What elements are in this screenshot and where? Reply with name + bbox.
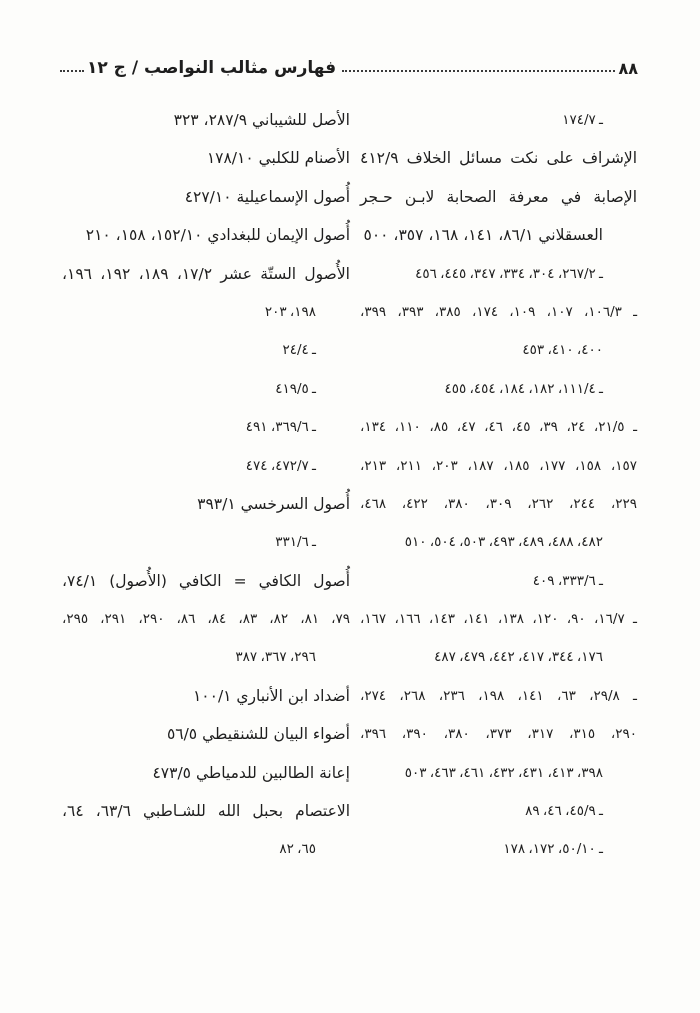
index-line: ـ ١٠٦/٣، ١٠٧، ١٠٩، ١٧٤، ٣٨٥، ٣٩٣، ٣٩٩،: [360, 303, 638, 320]
index-line: ٢٩٠، ٣١٥، ٣١٧، ٣٧٣، ٣٨٠، ٣٩٠، ٣٩٦،: [360, 726, 637, 743]
index-line: ٢٢٩، ٢٤٤، ٢٦٢، ٣٠٩، ٣٨٠، ٤٢٢، ٤٦٨،: [360, 495, 637, 512]
index-line: ـ ٣٦٩/٦، ٤٩١: [245, 419, 316, 436]
index-line: ـ ١٦/٧، ٩٠، ١٢٠، ١٣٨، ١٤١، ١٤٣، ١٦٦، ١٦٧،: [360, 611, 637, 628]
index-line: ـ ٢٤/٤: [282, 342, 316, 359]
index-line: الأصنام للكلبي ١٧٨/١٠: [206, 149, 350, 168]
index-line: الإصابة في معرفة الصحابة لابـن حـجر: [360, 187, 637, 206]
index-line: ـ ١٧٤/٧: [562, 112, 603, 128]
index-line: ـ ٣٣٣/٦، ٤٠٩: [532, 572, 603, 589]
index-line: أُصول السرخسي ٣٩٣/١: [197, 494, 350, 513]
index-column-left: [62, 101, 350, 869]
index-line: أُصول الإسماعيلية ٤٢٧/١٠: [184, 187, 350, 206]
index-line: ـ ٥٠/١٠، ١٧٢، ١٧٨: [503, 841, 603, 858]
index-line: الأصل للشيباني ٢٨٧/٩، ٣٢٣: [173, 111, 350, 129]
index-line: ٣٩٨، ٤١٣، ٤٣١، ٤٣٢، ٤٦١، ٤٦٣، ٥٠٣: [404, 764, 603, 781]
index-line: ـ ٤٧٢/٧، ٤٧٤: [245, 457, 316, 474]
index-line: ١٩٨، ٢٠٣: [264, 303, 316, 320]
index-line: ١٧٦، ٣٤٤، ٤١٧، ٤٤٢، ٤٧٩، ٤٨٧: [434, 649, 603, 666]
index-line: العسقلاني ٨٦/١، ١٤١، ١٦٨، ٣٥٧، ٥٠٠: [363, 226, 603, 245]
index-line: الاعتصام بحبل الله للشـاطبي ٦٣/٦، ٦٤،: [62, 802, 350, 821]
index-line: ـ ١١١/٤، ١٨٢، ١٨٤، ٤٥٤، ٤٥٥: [444, 380, 603, 397]
index-line: ـ ٢١/٥، ٢٤، ٣٩، ٤٥، ٤٦، ٤٧، ٨٥، ١١٠، ١٣٤،: [360, 419, 638, 436]
dotted-leader-left: [60, 70, 84, 72]
page-header: [60, 48, 638, 78]
index-line: الإشراف على نكت مسائل الخلاف ٤١٢/٩: [360, 149, 637, 168]
index-line: ـ ٤٥/٩، ٤٦، ٨٩: [525, 803, 603, 820]
index-column-right: [360, 101, 637, 869]
index-line: ـ ٤١٩/٥: [275, 380, 316, 397]
index-columns: [62, 101, 637, 869]
index-line: ٤٨٢، ٤٨٨، ٤٨٩، ٤٩٣، ٥٠٣، ٥٠٤، ٥١٠: [404, 534, 603, 551]
index-line: أُصول الكافي = الكافي (الأُصول) ٧٤/١،: [62, 571, 350, 590]
index-line: ـ ٢٩/٨، ٦٣، ١٤١، ١٩٨، ٢٣٦، ٢٦٨، ٢٧٤،: [360, 687, 637, 704]
index-line: ـ ٢٦٧/٢، ٣٠٤، ٣٣٤، ٣٤٧، ٤٤٥، ٤٥٦: [415, 265, 603, 282]
dotted-leader: [342, 70, 615, 72]
index-line: ٢٩٦، ٣٦٧، ٣٨٧: [235, 649, 316, 666]
running-title: فهارس مثالب النواصب / ج ١٢: [87, 58, 337, 78]
index-line: إعانة الطالبين للدمياطي ٤٧٣/٥: [152, 763, 350, 782]
index-line: ٧٩، ٨١، ٨٢، ٨٣، ٨٤، ٨٦، ٢٩٠، ٢٩١، ٢٩٥،: [62, 611, 350, 628]
index-line: أضداد ابن الأنباري ١٠٠/١: [192, 686, 350, 705]
index-line: ٦٥، ٨٢: [279, 841, 316, 858]
index-line: ١٥٧، ١٥٨، ١٧٧، ١٨٥، ١٨٧، ٢٠٣، ٢١١، ٢١٣،: [360, 457, 638, 474]
page-number: ٨٨: [618, 59, 638, 78]
index-line: الأُصول الستّة عشر ١٧/٢، ١٨٩، ١٩٢، ١٩٦،: [62, 264, 350, 283]
index-line: أضواء البيان للشنقيطي ٥٦/٥: [166, 725, 350, 744]
index-line: ٤٠٠، ٤١٠، ٤٥٣: [522, 342, 603, 359]
index-line: ـ ٣٣١/٦: [275, 534, 316, 551]
index-line: أُصول الإيمان للبغدادي ١٥٢/١٠، ١٥٨، ٢١٠: [85, 226, 350, 245]
